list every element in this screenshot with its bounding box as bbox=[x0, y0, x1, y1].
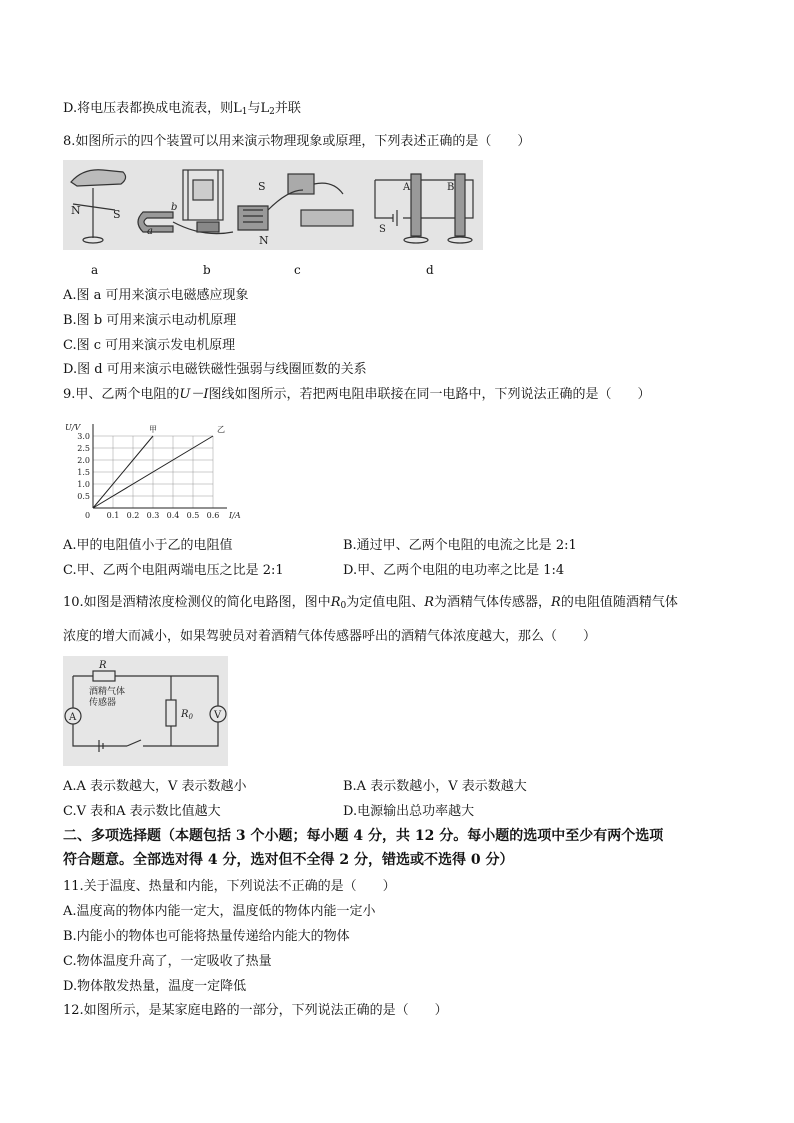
fig-b-b: b bbox=[171, 202, 178, 213]
q8-option-a: A.图 a 可用来演示电磁感应现象 bbox=[63, 288, 249, 303]
x-tick-label: 0.3 bbox=[146, 511, 160, 520]
fig-label-b: b bbox=[203, 263, 211, 277]
q9-stem: 9.甲、乙两个电阻的U－I图线如图所示，若把两电阻串联接在同一电路中，下列说法正确的是（ ） bbox=[63, 387, 651, 402]
q11-option-c: C.物体温度升高了，一定吸收了热量 bbox=[63, 954, 272, 969]
q11-option-d: D.物体散发热量，温度一定降低 bbox=[63, 979, 247, 994]
q10-stem-line1: 10.如图是酒精浓度检测仪的简化电路图，图中$R_0$为定值电阻、R为酒精气体传感器，R的电阻值随酒精气体 bbox=[63, 595, 678, 611]
circuit-r0-label: $R_0$ bbox=[181, 709, 193, 721]
q9-option-b: B.通过甲、乙两个电阻的电流之比是 2:1 bbox=[343, 538, 577, 553]
q10-stem-line2: 浓度的增大而减小，如果驾驶员对着酒精气体传感器呼出的酒精气体浓度越大，那么（ ） bbox=[63, 629, 597, 644]
ammeter-label: A bbox=[69, 712, 77, 723]
fig-a-n: N bbox=[71, 204, 81, 217]
q10-circuit bbox=[63, 656, 228, 766]
q8-stem: 8.如图所示的四个装置可以用来演示物理现象或原理，下列表述正确的是（ ） bbox=[63, 134, 531, 149]
fig-c-n: N bbox=[259, 234, 269, 247]
q11-option-b: B.内能小的物体也可能将热量传递给内能大的物体 bbox=[63, 929, 350, 944]
q10-option-d: D.电源输出总功率越大 bbox=[343, 804, 475, 819]
x-tick-label: 0.2 bbox=[126, 511, 140, 520]
q12-stem: 12.如图所示，是某家庭电路的一部分，下列说法正确的是（ ） bbox=[63, 1003, 448, 1018]
q10-option-c: C.V 表和A 表示数比值越大 bbox=[63, 804, 221, 819]
circuit-sensor-label-2: 传感器 bbox=[89, 698, 117, 708]
circuit-r-label: R bbox=[99, 660, 107, 671]
voltmeter-label: V bbox=[214, 710, 222, 721]
fig-d-a: A bbox=[403, 182, 411, 193]
circuit-sensor-label-1: 酒精气体 bbox=[89, 687, 126, 697]
fig-a-s: S bbox=[113, 208, 121, 221]
fig-label-a: a bbox=[91, 263, 99, 277]
x-tick-label: 0.5 bbox=[186, 511, 200, 520]
q11-option-a: A.温度高的物体内能一定大，温度低的物体内能一定小 bbox=[63, 904, 376, 919]
q8-option-d: D.图 d 可用来演示电磁铁磁性强弱与线圈匝数的关系 bbox=[63, 362, 367, 377]
x-axis-label: I/A bbox=[229, 511, 241, 520]
q10-option-b: B.A 表示数越小，V 表示数越大 bbox=[343, 779, 527, 794]
y-tick-label: 2.5 bbox=[77, 444, 90, 453]
q9-ui-chart bbox=[63, 418, 241, 526]
y-tick-label: 1.5 bbox=[77, 468, 90, 477]
q9-option-a: A.甲的电阻值小于乙的电阻值 bbox=[63, 538, 233, 553]
section2-heading-line1: 二、多项选择题（本题包括 3 个小题；每小题 4 分，共 12 分。每小题的选项中至少有两个选项 bbox=[63, 828, 664, 844]
fig-c-s: S bbox=[258, 180, 266, 193]
y-tick-label: 1.0 bbox=[77, 480, 90, 489]
q8-figure bbox=[63, 160, 483, 250]
q8-option-c: C.图 c 可用来演示发电机原理 bbox=[63, 338, 236, 353]
y-axis-label: U/V bbox=[65, 423, 81, 432]
y-tick-label: 0.5 bbox=[77, 492, 90, 501]
q7-option-d: D.将电压表都换成电流表，则$L_1$与$L_2$并联 bbox=[63, 101, 301, 117]
fig-b-a: a bbox=[147, 226, 153, 237]
y-tick-label: 2.0 bbox=[77, 456, 90, 465]
fig-label-c: c bbox=[294, 263, 301, 277]
series-label-0: 甲 bbox=[149, 425, 157, 434]
y-tick-label: 3.0 bbox=[77, 432, 90, 441]
section2-heading-line2: 符合题意。全部选对得 4 分，选对但不全得 2 分，错选或不选得 0 分） bbox=[63, 852, 514, 868]
q9-option-c: C.甲、乙两个电阻两端电压之比是 2:1 bbox=[63, 563, 284, 578]
fig-d-s: S bbox=[379, 224, 386, 235]
q9-option-d: D.甲、乙两个电阻的电功率之比是 1:4 bbox=[343, 563, 565, 578]
origin-label: 0 bbox=[85, 511, 91, 520]
x-tick-label: 0.1 bbox=[106, 511, 120, 520]
q10-option-a: A.A 表示数越大，V 表示数越小 bbox=[63, 779, 247, 794]
series-label-1: 乙 bbox=[217, 425, 225, 434]
q8-option-b: B.图 b 可用来演示电动机原理 bbox=[63, 313, 237, 328]
x-tick-label: 0.6 bbox=[206, 511, 220, 520]
fig-label-d: d bbox=[426, 263, 434, 277]
q11-stem: 11.关于温度、热量和内能，下列说法不正确的是（ ） bbox=[63, 879, 396, 894]
fig-d-b: B bbox=[447, 182, 455, 193]
x-tick-label: 0.4 bbox=[166, 511, 180, 520]
